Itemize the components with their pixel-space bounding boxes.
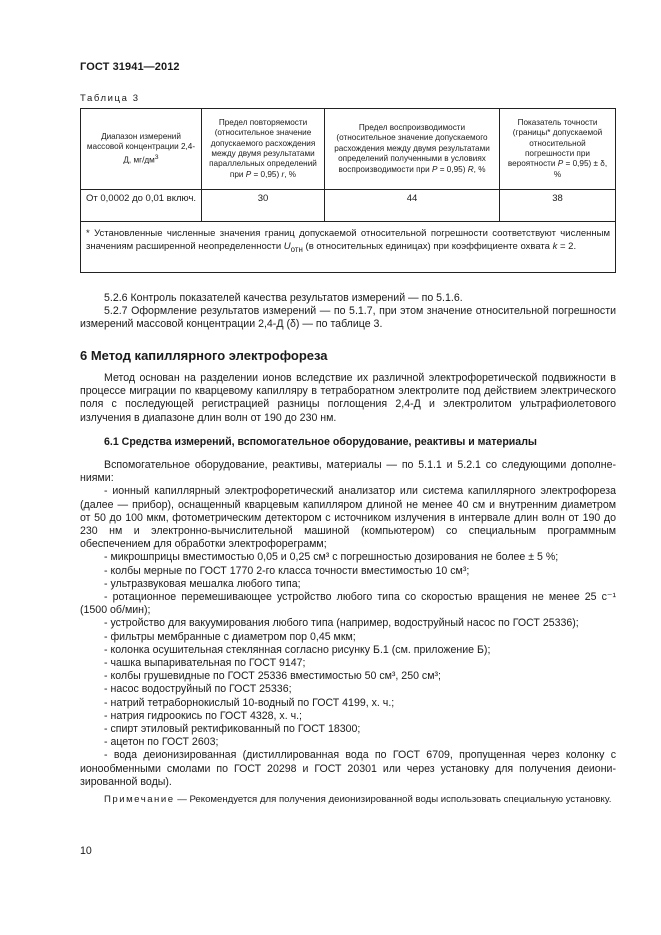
list-item: - колбы грушевидные по ГОСТ 25336 вместимостью 50 см³, 250 см³; xyxy=(104,670,441,683)
paragraph-method: Метод основан на разделении ионов вследствие их различной электрофоретической подвижности в процессе миграции по кварцевому капилляру в тетраборатном электролите под действием электрического поля с последующей регистрацией разницы поглощения 2,4-Д и электролитом ультрафиолетового излучения в диапазоне длин волн от 190 до 230 нм. xyxy=(80,372,616,424)
subsection-title: 6.1 Средства измерений, вспомогательное оборудование, реактивы и материалы xyxy=(104,436,537,448)
symbol-P: P xyxy=(245,169,252,179)
paragraph-5-2-7: 5.2.7 Оформление результатов измерений — по 5.1.7, при этом значение относительной погрешности измерений массовой концентрации 2,4-Д (δ) — по таблице 3. xyxy=(80,305,616,331)
note-text: — Рекомендуется для получения деионизированной воды использовать специальную установку. xyxy=(174,794,612,806)
list-item: - натрий тетраборнокислый 10-водный по ГОСТ 4199, х. ч.; xyxy=(104,696,395,709)
results-section xyxy=(80,292,616,332)
column-header-repeatability xyxy=(202,109,325,190)
paragraph-auxiliary: Вспомогательное оборудование, реактивы, материалы — по 5.1.1 и 5.2.1 со следующими дополнениями: xyxy=(80,459,616,485)
note-paragraph xyxy=(80,794,616,806)
note-label: Примечание xyxy=(104,794,175,806)
symbol-P: P xyxy=(557,159,564,169)
table-row xyxy=(81,190,616,222)
list-item: - насос водоструйный по ГОСТ 25336; xyxy=(104,683,292,696)
column-header-reproducibility-tail: = 0,95) xyxy=(437,164,468,174)
table-caption: Таблица 3 xyxy=(80,93,140,104)
column-header-accuracy-tail: = 0,95) ± δ, % xyxy=(553,159,608,179)
section-title: 6 Метод капиллярного электрофореза xyxy=(80,348,328,363)
standard-header: ГОСТ 31941—2012 xyxy=(80,61,180,73)
column-header-accuracy-text: Показатель точности (границы* допускаемой относительной погрешности при вероятности xyxy=(507,117,603,169)
table-footnote xyxy=(81,222,616,273)
list-item: - колбы мерные по ГОСТ 1770 2-го класса точности вместимостью 10 см³; xyxy=(104,564,470,577)
cell-repeatability: 30 xyxy=(202,190,325,222)
symbol-R: R xyxy=(467,164,474,174)
list-item: - спирт этиловый ректификованный по ГОСТ 18300; xyxy=(104,723,361,736)
cell-accuracy: 38 xyxy=(500,190,616,222)
column-header-repeatability-tail: = 0,95) xyxy=(251,169,282,179)
equipment-list xyxy=(80,459,616,806)
table-header-row xyxy=(81,109,616,190)
list-item: - фильтры мембранные с диаметром пор 0,45 мкм; xyxy=(104,630,356,643)
symbol-r: r xyxy=(281,169,285,179)
symbol-k: k xyxy=(552,241,558,252)
column-header-range-text: Диапазон измерений массовой концентрации 2,4-Д, мг/дм xyxy=(86,132,196,165)
column-header-reproducibility xyxy=(325,109,500,190)
paragraph-5-2-6: 5.2.6 Контроль показателей качества результатов измерений — по 5.1.6. xyxy=(104,292,463,304)
list-item: - микрошприцы вместимостью 0,05 и 0,25 см³ с погрешностью дозирования не более ± 5 %; xyxy=(104,551,559,564)
footnote-k-value: = 2. xyxy=(557,241,577,252)
column-header-accuracy xyxy=(500,109,616,190)
column-header-reproducibility-text: Предел воспроизводимости (относительное значение допускаемого расхождения между двумя результатами определений полученными в условиях воспроизводимости при xyxy=(334,122,490,174)
data-table xyxy=(80,108,616,273)
table-note-row xyxy=(81,222,616,273)
symbol-U-subscript: отн xyxy=(290,244,303,254)
column-header-repeatability-text: Предел повторяемости (относительное значение допускаемого расхождения между двумя результатами параллельных определений при xyxy=(209,117,317,179)
list-item: - ионный капиллярный электрофоретический анализатор или система капиллярного электрофореза (далее — прибор), оснащенный кварцевым капилляром длиной не менее 40 см и внутренним диаметром от 50 до 100 мкм, фотометрическим детектором с источником излучения в интервале длин волн от 190 до 230 нм и электронно-вычислительной машиной (компьютером) со специальным программным обеспечением для обработки электрофореграмм; xyxy=(80,485,616,551)
column-header-range-sup: 3 xyxy=(154,153,159,161)
column-header-reproducibility-unit: , % xyxy=(473,164,486,174)
list-item: - колонка осушительная стеклянная согласно рисунку Б.1 (см. приложение Б); xyxy=(104,643,491,656)
column-header-repeatability-unit: , % xyxy=(284,169,297,179)
cell-range: От 0,0002 до 0,01 включ. xyxy=(81,190,202,222)
list-item: - натрия гидроокись по ГОСТ 4328, х. ч.; xyxy=(104,709,302,722)
list-item: - ротационное перемешивающее устройство любого типа со скоростью вращения не менее 25 с⁻¹ (1500 об/мин); xyxy=(80,591,616,617)
page-number: 10 xyxy=(80,845,92,857)
list-item: - ультразвуковая мешалка любого типа; xyxy=(104,577,301,590)
method-description xyxy=(80,372,616,425)
symbol-P: P xyxy=(431,164,438,174)
list-item: - устройство для вакуумирования любого типа (например, водоструйный насос по ГОСТ 25336); xyxy=(104,617,579,630)
footnote-start: * Установленные численные значения границ допускаемой относительной погрешности соответствуют численным значениям расширенной неопределенности xyxy=(86,228,610,252)
list-item: - ацетон по ГОСТ 2603; xyxy=(104,736,219,749)
column-header-range xyxy=(81,109,202,190)
footnote-middle: (в относительных единицах) при коэффициенте охвата xyxy=(302,241,553,252)
list-item: - вода деионизированная (дистиллированная вода по ГОСТ 6709, пропущенная через колонку с ионообменными смолами по ГОСТ 20298 и ГОСТ 20301 или через установку для получения деионизированной воды). xyxy=(80,749,616,788)
symbol-U: U xyxy=(283,241,291,252)
list-item: - чашка выпаривательная по ГОСТ 9147; xyxy=(104,657,306,670)
cell-reproducibility: 44 xyxy=(325,190,500,222)
